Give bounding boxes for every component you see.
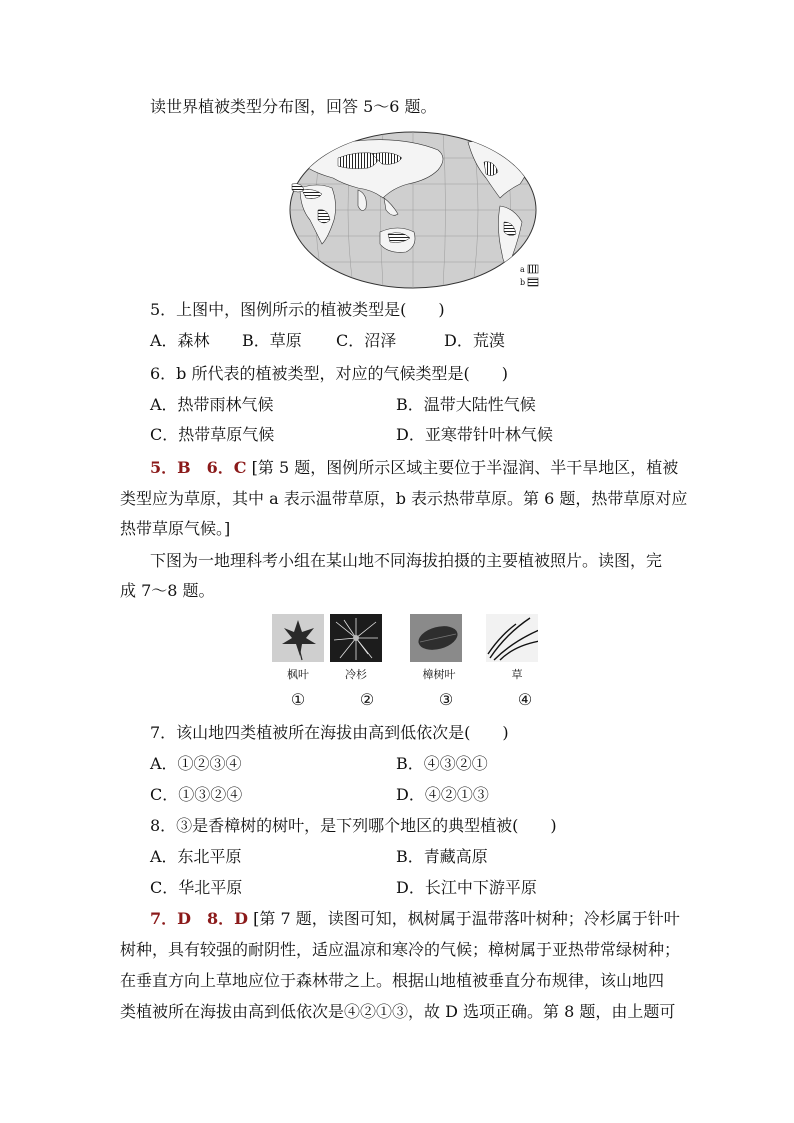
answer-5-6-line3: 热带草原气候。] — [120, 519, 231, 538]
q6-option-b: B．温带大陆性气候 — [396, 395, 536, 414]
q5-option-b: B．草原 — [242, 331, 302, 350]
legend-a-swatch — [528, 265, 538, 273]
fir-photo — [330, 614, 382, 662]
legend-b-swatch — [528, 278, 538, 286]
answer-7-8-explanation-start: [第 7 题，读图可知，枫树属于温带落叶树种；冷杉属于针叶 — [253, 909, 680, 928]
intro-text-7-8-line1: 下图为一地理科考小组在某山地不同海拔拍摄的主要植被照片。读图，完 — [150, 551, 663, 570]
q6-option-d: D．亚寒带针叶林气候 — [396, 425, 553, 444]
q5-option-a: A．森林 — [150, 331, 210, 350]
question-8-stem: 8．③是香樟树的树叶，是下列哪个地区的典型植被( ) — [150, 816, 557, 835]
legend-b-label: b — [520, 278, 526, 287]
answer-5-6-line1 — [150, 457, 678, 479]
intro-text-7-8-line2: 成 7～8 题。 — [120, 581, 215, 600]
q6-option-c: C．热带草原气候 — [150, 425, 275, 444]
answer-7-8-line4: 类植被所在海拔由高到低依次是④②①③，故 D 选项正确。第 8 题，由上题可 — [120, 1002, 676, 1021]
maple-leaf-caption: 枫叶 — [287, 668, 309, 681]
maple-leaf-photo — [272, 614, 324, 662]
q6-option-a: A．热带雨林气候 — [150, 395, 274, 414]
q8-option-b: B．青藏高原 — [396, 847, 488, 866]
grass-caption: 草 — [511, 668, 523, 681]
q7-option-c: C．①③②④ — [150, 785, 243, 804]
q8-option-c: C．华北平原 — [150, 878, 243, 897]
answer-7-8-line3: 在垂直方向上草地应位于森林带之上。根据山地植被垂直分布规律，该山地四 — [120, 971, 665, 990]
q7-option-a: A．①②③④ — [150, 754, 242, 773]
photo-number-3: ③ — [438, 690, 454, 709]
answer-7-8-line2: 树种，具有较强的耐阴性，适应温凉和寒冷的气候；樟树属于亚热带常绿树种； — [120, 940, 681, 959]
fir-caption: 冷杉 — [345, 668, 367, 681]
answer-5-6-line2: 类型应为草原，其中 a 表示温带草原，b 表示热带草原。第 6 题，热带草原对应 — [120, 489, 688, 508]
answer-5-6-explanation-start: [第 5 题，图例所示区域主要位于半湿润、半干旱地区，植被 — [251, 458, 679, 477]
q5-option-d: D．荒漠 — [444, 331, 505, 350]
answer-7-8-key: 7．D 8．D — [150, 909, 249, 928]
question-5-stem: 5．上图中，图例所示的植被类型是( ) — [150, 300, 445, 319]
intro-text-5-6: 读世界植被类型分布图，回答 5～6 题。 — [150, 97, 437, 116]
photo-number-1: ① — [290, 690, 306, 709]
q8-option-d: D．长江中下游平原 — [396, 878, 537, 897]
question-6-stem: 6．b 所代表的植被类型，对应的气候类型是( ) — [150, 364, 508, 383]
q7-option-d: D．④②①③ — [396, 785, 489, 804]
photo-number-4: ④ — [517, 690, 533, 709]
q5-option-c: C．沼泽 — [336, 331, 397, 350]
answer-7-8-line1 — [150, 908, 680, 930]
answer-5-6-key: 5．B 6．C — [150, 458, 247, 477]
q8-option-a: A．东北平原 — [150, 847, 242, 866]
photo-number-2: ② — [359, 690, 375, 709]
world-vegetation-map — [288, 128, 544, 292]
camphor-leaf-photo — [410, 614, 462, 662]
grass-photo — [486, 614, 538, 662]
camphor-leaf-caption: 樟树叶 — [422, 668, 456, 681]
question-7-stem: 7．该山地四类植被所在海拔由高到低依次是( ) — [150, 723, 509, 742]
q7-option-b: B．④③②① — [396, 754, 488, 773]
legend-a-label: a — [520, 265, 525, 274]
